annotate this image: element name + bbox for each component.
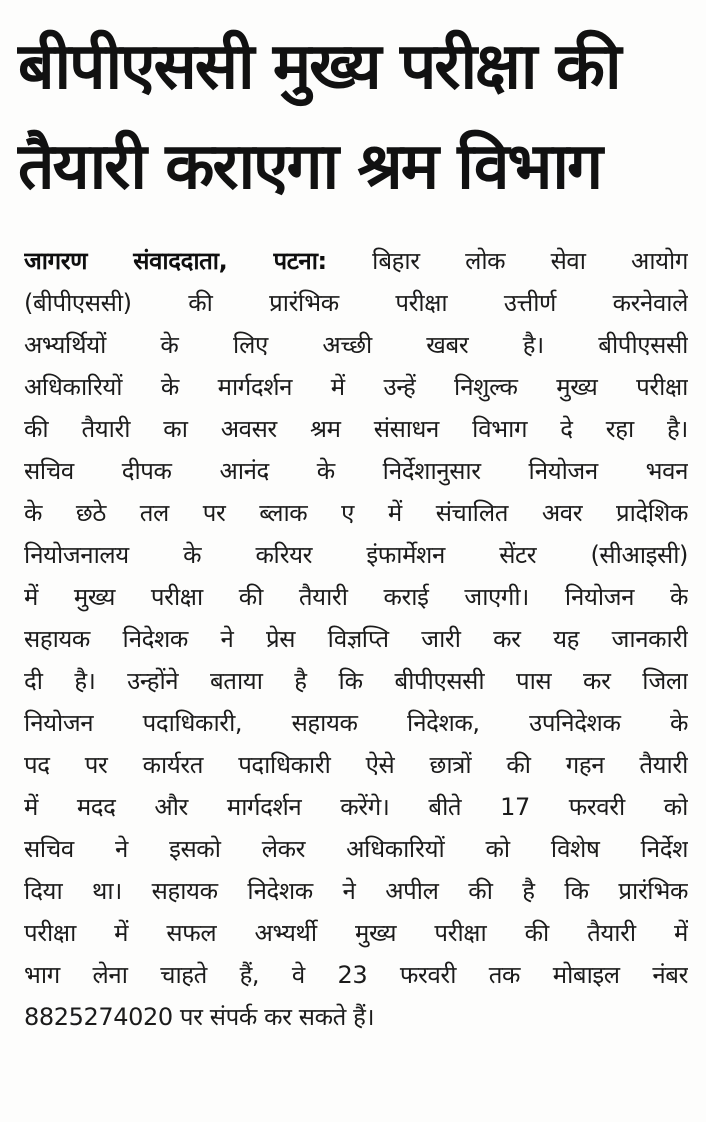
headline-line-2: तैयारी कराएगा श्रम विभाग (18, 130, 602, 204)
article-body-line: में मदद और मार्गदर्शन करेंगे। बीते 17 फरवरी को (24, 793, 688, 821)
article-body-line: (बीपीएससी) की प्रारंभिक परीक्षा उत्तीर्ण करनेवाले (24, 289, 688, 317)
article-body-line: अधिकारियों के मार्गदर्शन में उन्हें निशुल्क मुख्य परीक्षा (24, 373, 688, 401)
body-text: बिहार लोक सेवा आयोग (326, 247, 688, 275)
article-body-line: सचिव ने इसको लेकर अधिकारियों को विशेष निर्देश (24, 835, 688, 863)
article-body-line: सचिव दीपक आनंद के निर्देशानुसार नियोजन भवन (24, 457, 688, 485)
article-body-line: 8825274020 पर संपर्क कर सकते हैं। (24, 1003, 375, 1031)
byline: जागरण संवाददाता, पटना: (24, 247, 327, 275)
headline-line-1: बीपीएससी मुख्य परीक्षा की (18, 30, 620, 104)
article-body-line: भाग लेना चाहते हैं, वे 23 फरवरी तक मोबाइल नंबर (24, 961, 688, 989)
article-body-line: की तैयारी का अवसर श्रम संसाधन विभाग दे रहा है। (24, 415, 688, 443)
article-body-line: अभ्यर्थियों के लिए अच्छी खबर है। बीपीएससी (24, 331, 688, 359)
article-body-line: दिया था। सहायक निदेशक ने अपील की है कि प्रारंभिक (24, 877, 688, 905)
article-body-line: नियोजनालय के करियर इंफार्मेशन सेंटर (सीआइसी) (24, 541, 688, 569)
article-body-line: परीक्षा में सफल अभ्यर्थी मुख्य परीक्षा की तैयारी में (24, 919, 688, 947)
article-body-line: दी है। उन्होंने बताया है कि बीपीएससी पास कर जिला (24, 667, 688, 695)
article-body-line: पद पर कार्यरत पदाधिकारी ऐसे छात्रों की गहन तैयारी (24, 751, 688, 779)
article-body-line: के छठे तल पर ब्लाक ए में संचालित अवर प्रादेशिक (24, 499, 688, 527)
article-body-line (24, 240, 688, 282)
article-body-line: में मुख्य परीक्षा की तैयारी कराई जाएगी। नियोजन के (24, 583, 688, 611)
article-body-line: सहायक निदेशक ने प्रेस विज्ञप्ति जारी कर यह जानकारी (24, 625, 688, 653)
article-body-line: नियोजन पदाधिकारी, सहायक निदेशक, उपनिदेशक के (24, 709, 688, 737)
